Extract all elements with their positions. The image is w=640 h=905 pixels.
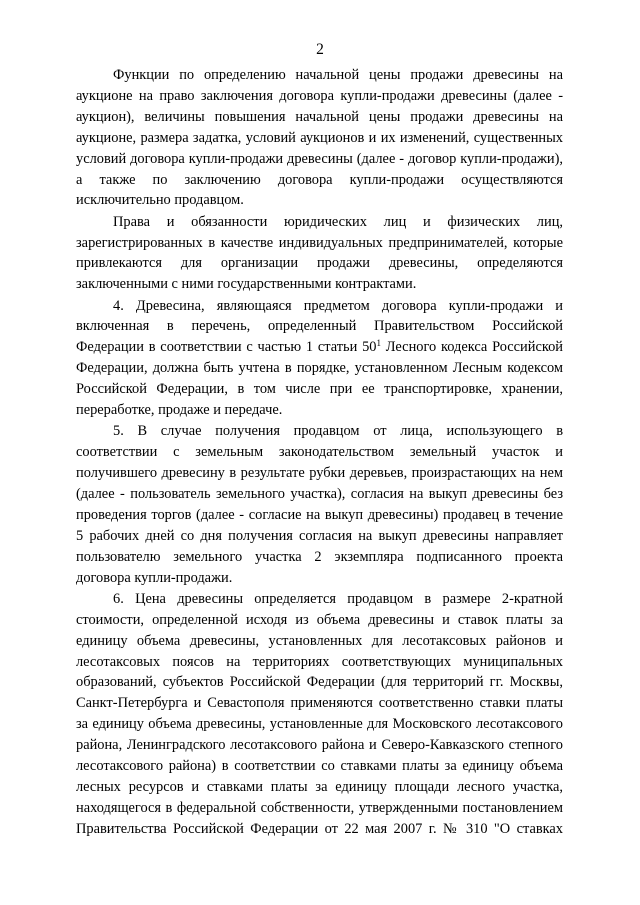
paragraph-4-text-end: Лесного кодекса Российской Федерации, должна быть учтена в порядке, установленном Лесным кодексом Российской Федерации, в том числе при ее транспортировке, хранении, переработке, продаже и передаче. [76,339,564,419]
paragraph-6-wood-price: 6. Цена древесины определяется продавцом в размере 2-кратной стоимости, определенной исходя из объема древесины и ставок платы за единицу объема древесины, установленных для лесотаксовых районов и лесотаксовых поясов на территориях соответствующих муниципальных образований, субъектов Российской Федерации (для территорий гг. Москвы, Санкт-Петербурга и Севастополя применяются соответственно ставки платы за единицу объема древесины, установленные для Московского лесотаксового района, Ленинградского лесотаксового района и Северо-Кавказского степного лесотаксового района) в соответствии со ставками платы за единицу объема лесных ресурсов и ставками платы за единицу площади лесного участка, находящегося в федеральной собственности, утвержденными постановлением Правительства Российской Федерации от 22 мая 2007 г. № 310 "О ставках [76,590,563,837]
page-number: 2 [316,41,324,58]
paragraph-rights-obligations: Права и обязанности юридических лиц и физических лиц, зарегистрированных в качестве индивидуальных предпринимателей, которые привлекаются для организации продажи древесины, определяются заключенными с ними государственными контрактами. [76,213,563,293]
article-superscript: 1 [376,338,381,349]
paragraph-functions: Функции по определению начальной цены продажи древесины на аукционе на право заключения договора купли-продажи древесины (далее - аукцион), величины повышения начальной цены продажи древесины на аукционе, размера задатка, условий аукционов и их изменений, существенных условий договора купли-продажи древесины (далее - договор купли-продажи), а также по заключению договора купли-продажи осуществляются исключительно продавцом. [76,67,563,209]
document-body [76,65,563,840]
paragraph-5-buyout-consent: 5. В случае получения продавцом от лица, использующего в соответствии с земельным законодательством земельный участок и получившего древесину в результате рубки деревьев, произрастающих на нем (далее - пользователь земельного участка), согласия на выкуп древесины без проведения торгов (далее - согласие на выкуп древесины) продавец в течение 5 рабочих дней со дня получения согласия на выкуп древесины направляет пользователю земельного участка 2 экземпляра подписанного проекта договора купли-продажи. [76,423,563,586]
paragraph-4-wood-accounting [76,296,563,421]
paragraph-4-text-start: 4. Древесина, являющаяся предметом договора купли-продажи и включенная в перечень, определенный Правительством Российской Федерации в соответствии с частью 1 статьи 50 [76,297,563,356]
